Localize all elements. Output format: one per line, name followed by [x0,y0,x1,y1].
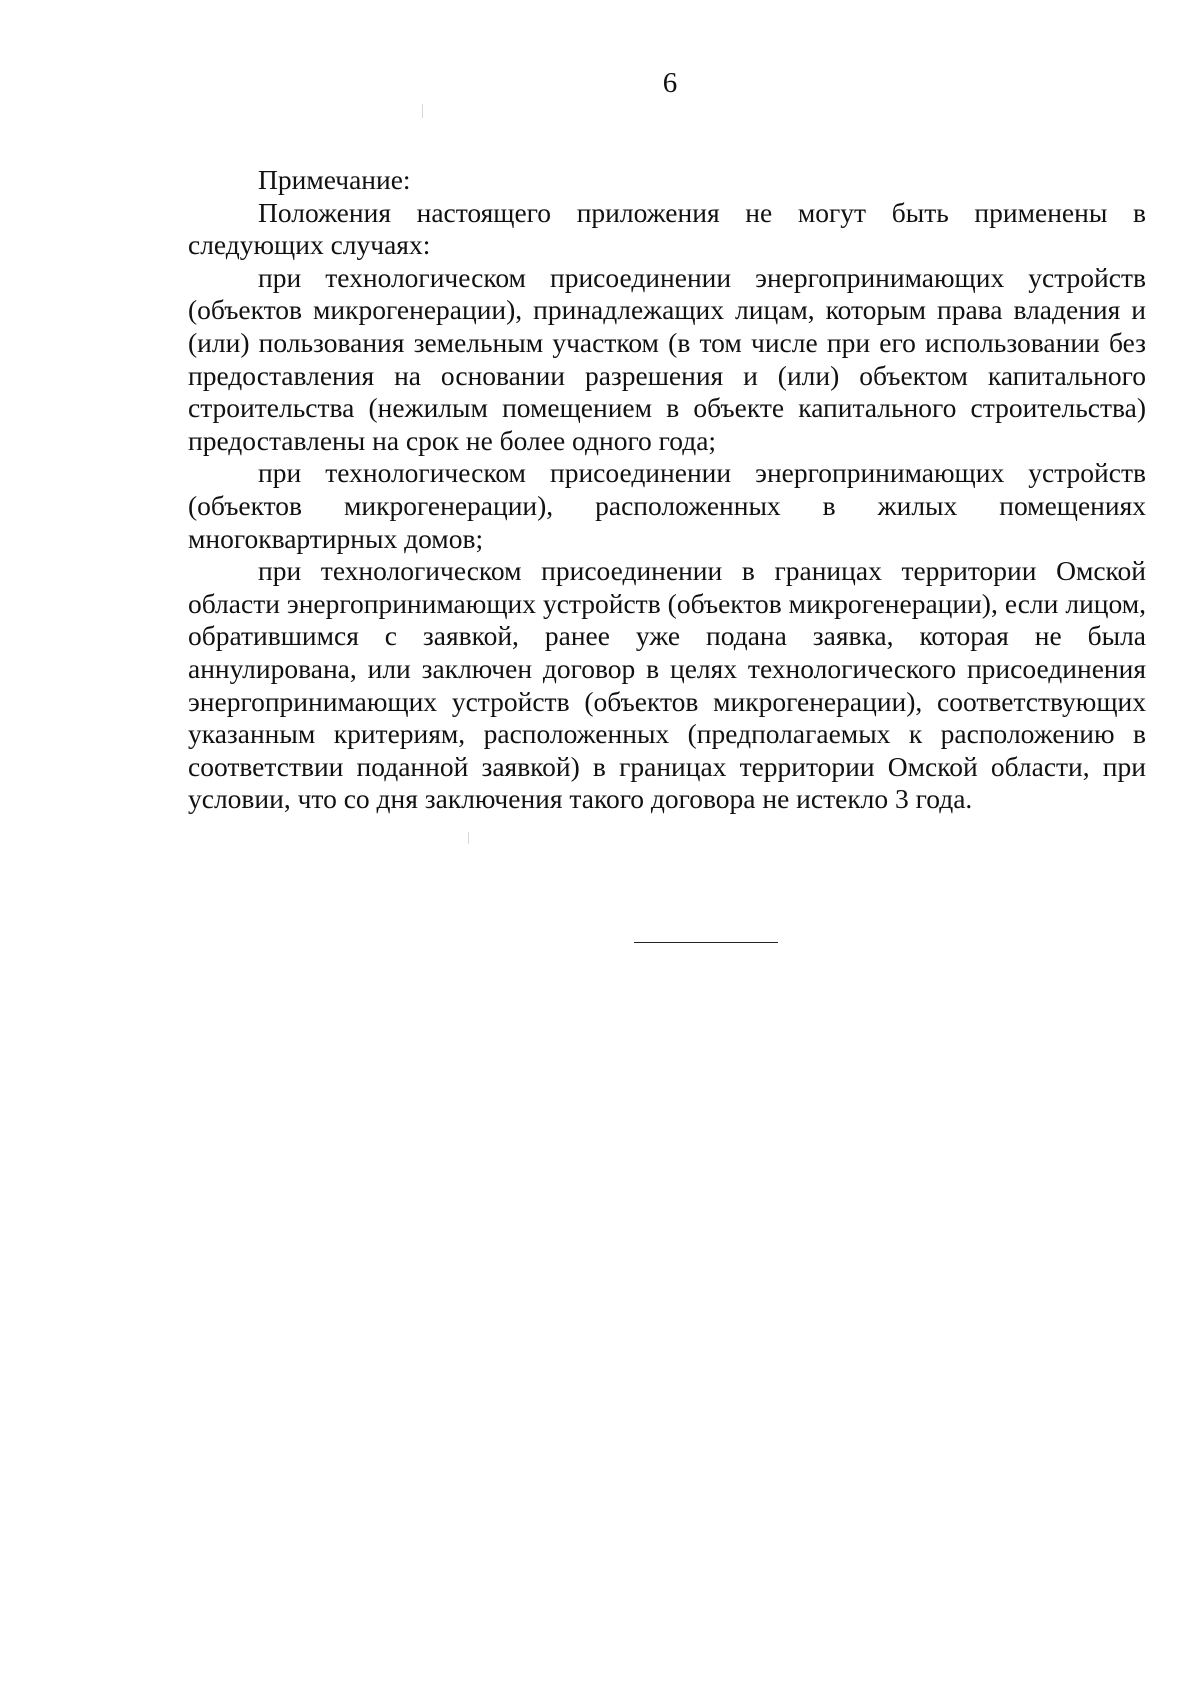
scan-speck [468,832,469,844]
note-case-paragraph: при технологическом присоединении энергопринимающих устройств (объектов микрогенерации), принадлежащих лицам, которым права владения и (или) пользования земельным участком (в том числе при его использовании без предоставления на основании разрешения и (или) объектом капитального строительства (нежилым помещением в объекте капитального строительства) предоставлены на срок не более одного года; [188,261,1146,456]
note-case-paragraph: при технологическом присоединении в границах территории Омской области энергопринимающих устройств (объектов микрогенерации), если лицом, обратившимся с заявкой, ранее уже подана заявка, которая не была аннулирована, или заключен договор в целях технологического присоединения энергопринимающих устройств (объектов микрогенерации), соответствующих указанным критериям, расположенных (предполагаемых к расположению в соответствии поданной заявкой) в границах территории Омской области, при условии, что со дня заключения такого договора не истекло 3 года. [188,555,1146,815]
note-case-paragraph: при технологическом присоединении энергопринимающих устройств (объектов микрогенерации), расположенных в жилых помещениях многоквартирных домов; [188,457,1146,554]
scan-speck [422,104,423,118]
note-section [188,164,1146,816]
note-heading: Примечание: [258,164,411,195]
page-number: 6 [662,67,678,99]
closing-separator-line [634,942,778,943]
note-intro-paragraph: Положения настоящего приложения не могут быть применены в следующих случаях: [188,196,1146,261]
